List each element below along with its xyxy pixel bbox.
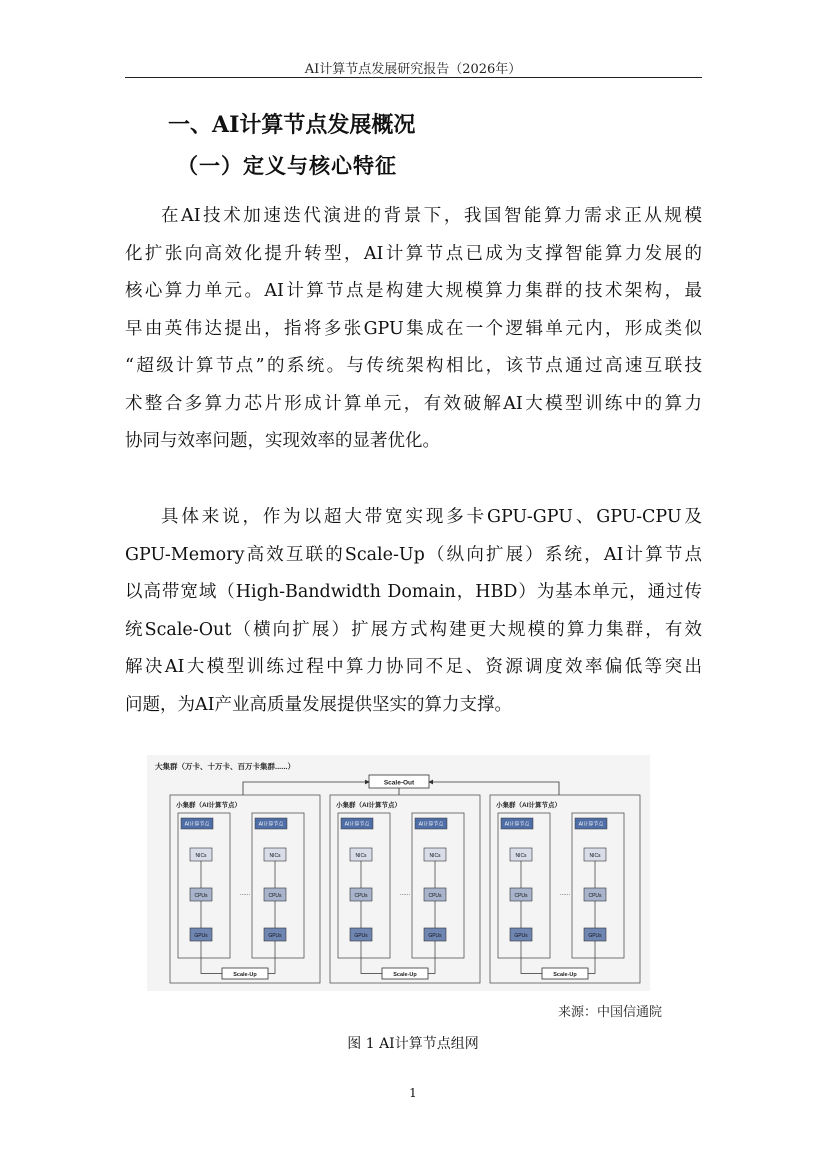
paragraph-line: 问题，为AI产业高质量发展提供坚实的算力支撑。 [125, 694, 513, 715]
scale-up-link-right [268, 941, 275, 974]
ai-node-label: AI计算节点 [184, 821, 210, 828]
nics-label: NICs [195, 852, 207, 859]
paragraph-line: 统Scale-Out（横向扩展）扩展方式构建更大规模的算力集群，有效 [125, 619, 702, 640]
node-ellipsis: ...... [399, 891, 411, 897]
cpus-label: CPUs [514, 892, 528, 899]
gpus-label: GPUs [514, 932, 528, 939]
small-cluster-label: 小集群（AI计算节点） [496, 802, 561, 809]
ai-node-label: AI计算节点 [504, 821, 530, 828]
cpus-label: CPUs [428, 892, 442, 899]
cpus-label: CPUs [354, 892, 368, 899]
paragraph-line: 核心算力单元。AI计算节点是构建大规模算力集群的技术架构，最 [125, 281, 702, 301]
paragraph-line: 以高带宽域（High-Bandwidth Domain，HBD）为基本单元，通过传 [125, 582, 702, 602]
paragraph-line: 化扩张向高效化提升转型，AI计算节点已成为支撑智能算力发展的 [125, 243, 702, 264]
paragraph-line: “超级计算节点”的系统。与传统架构相比，该节点通过高速互联技 [125, 356, 702, 376]
scale-up-link-left [521, 941, 542, 974]
scale-up-label: Scale-Up [233, 971, 257, 978]
paragraph-1 [125, 198, 702, 461]
nics-label: NICs [269, 852, 281, 859]
big-cluster-label: 大集群（万卡、十万卡、百万卡集群......） [155, 762, 296, 771]
gpus-label: GPUs [354, 932, 368, 939]
cpus-label: CPUs [268, 892, 282, 899]
paragraph-line: 协同与效率问题，实现效率的显著优化。 [125, 431, 440, 451]
paragraph-line: 早由英伟达提出，指将多张GPU集成在一个逻辑单元内，形成类似 [125, 318, 702, 339]
gpus-label: GPUs [588, 932, 602, 939]
scale-up-link-left [361, 941, 382, 974]
network-diagram [147, 755, 650, 991]
scale-up-label: Scale-Up [553, 971, 577, 978]
nics-label: NICs [515, 852, 527, 859]
node-ellipsis: ...... [559, 891, 571, 897]
scale-out-label: Scale-Out [383, 779, 415, 787]
scale-up-link-right [588, 941, 595, 974]
nics-label: NICs [589, 852, 601, 859]
header-rule [125, 77, 702, 78]
section-title: 一、AI计算节点发展概况 [168, 112, 416, 138]
cpus-label: CPUs [588, 892, 602, 899]
nics-label: NICs [355, 852, 367, 859]
paragraph-line: GPU-Memory高效互联的Scale-Up（纵向扩展）系统，AI计算节点 [125, 544, 702, 565]
page-number: 1 [409, 1086, 417, 1100]
paragraph-line: 具体来说，作为以超大带宽实现多卡GPU-GPU、GPU-CPU及 [161, 507, 702, 527]
gpus-label: GPUs [268, 932, 282, 939]
ai-node-label: AI计算节点 [258, 821, 284, 828]
gpus-label: GPUs [194, 932, 208, 939]
scale-up-label: Scale-Up [393, 971, 417, 978]
paragraph-2 [125, 499, 702, 724]
running-header: AI计算节点发展研究报告（2026年） [304, 62, 522, 77]
figure-caption: 图 1 AI计算节点组网 [347, 1036, 479, 1052]
subsection-title: （一）定义与核心特征 [177, 153, 397, 178]
scale-up-link-left [201, 941, 222, 974]
scale-out-link-left [243, 782, 369, 795]
paragraph-line: 术整合多算力芯片形成计算单元，有效破解AI大模型训练中的算力 [125, 393, 702, 414]
ai-node-label: AI计算节点 [418, 821, 444, 828]
diagram-canvas [147, 755, 650, 991]
paragraph-line: 在AI技术加速迭代演进的背景下，我国智能算力需求正从规模 [161, 206, 702, 226]
small-cluster-label: 小集群（AI计算节点） [176, 802, 241, 809]
ai-node-label: AI计算节点 [344, 821, 370, 828]
cpus-label: CPUs [194, 892, 208, 899]
paragraph-line: 解决AI大模型训练过程中算力协同不足、资源调度效率偏低等突出 [125, 657, 702, 677]
small-cluster-label: 小集群（AI计算节点） [336, 802, 401, 809]
scale-up-link-right [428, 941, 435, 974]
gpus-label: GPUs [428, 932, 442, 939]
ai-node-label: AI计算节点 [578, 821, 604, 828]
figure-source: 来源：中国信通院 [558, 1005, 663, 1020]
nics-label: NICs [429, 852, 441, 859]
scale-out-link-right [429, 782, 559, 795]
node-ellipsis: ...... [239, 891, 251, 897]
